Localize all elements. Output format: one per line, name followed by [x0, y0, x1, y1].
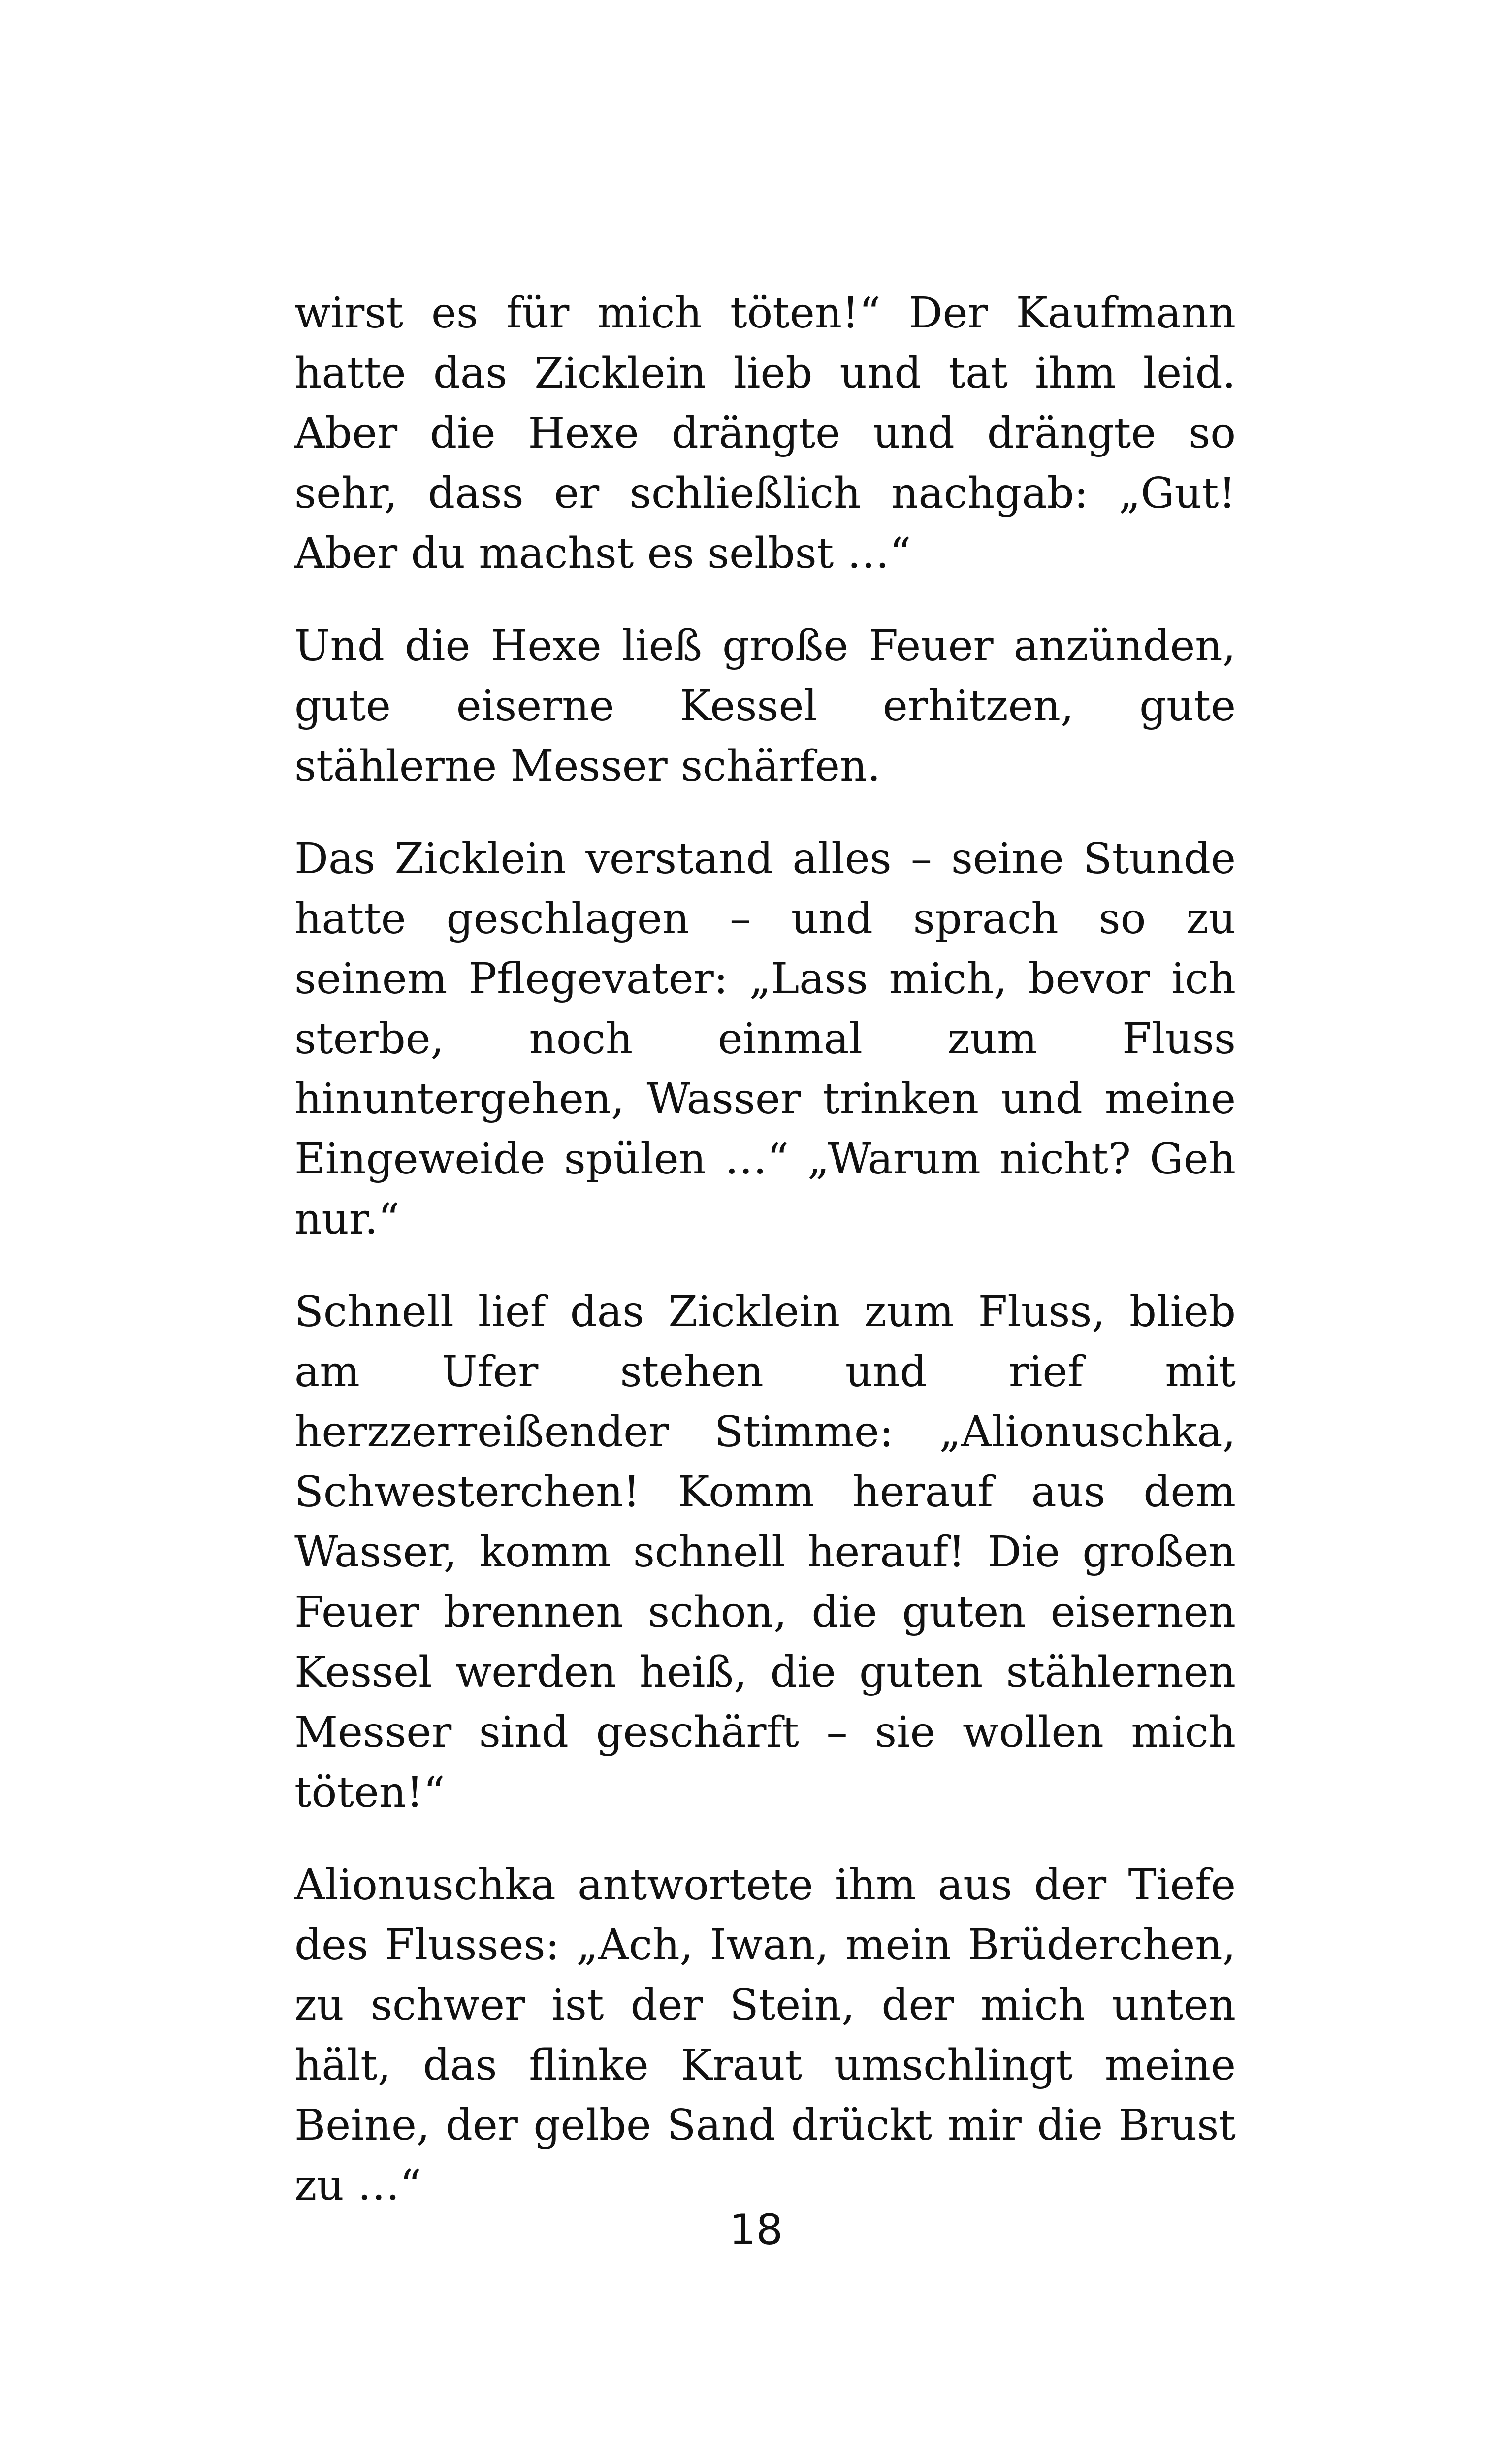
paragraph: wirst es für mich töten!“ Der Kaufmann hatte das Zicklein lieb und tat ihm leid. Aber die Hexe drängte und drängte so sehr, dass er schließlich nachgab: „Gut! Aber du machst es selbst …“ [294, 289, 1236, 578]
paragraph: Und die Hexe ließ große Feuer anzünden, gute eiserne Kessel erhitzen, gute stählerne Messer schärfen. [294, 621, 1236, 791]
paragraph: Alionuschka antwortete ihm aus der Tiefe des Flusses: „Ach, Iwan, mein Brüderchen, zu schwer ist der Stein, der mich unten hält, das flinke Kraut umschlingt meine Beine, der gelbe Sand drückt mir die Brust zu …“ [294, 1860, 1236, 2210]
paragraph: Schnell lief das Zicklein zum Fluss, blieb am Ufer stehen und rief mit herzzerreißender Stimme: „Alionuschka, Schwesterchen! Komm herauf aus dem Wasser, komm schnell herauf! Die großen Feuer brennen schon, die guten eisernen Kessel werden heiß, die guten stählernen Messer sind geschärft – sie wollen mich töten!“ [294, 1287, 1236, 1817]
page-number: 18 [729, 2205, 783, 2254]
paragraph: Das Zicklein verstand alles – seine Stunde hatte geschlagen – und sprach so zu seinem Pflegevater: „Lass mich, bevor ich sterbe, noch einmal zum Fluss hinuntergehen, Wasser trinken und meine Eingeweide spülen …“ „Warum nicht? Geh nur.“ [294, 834, 1236, 1244]
body-text [294, 283, 1236, 2248]
